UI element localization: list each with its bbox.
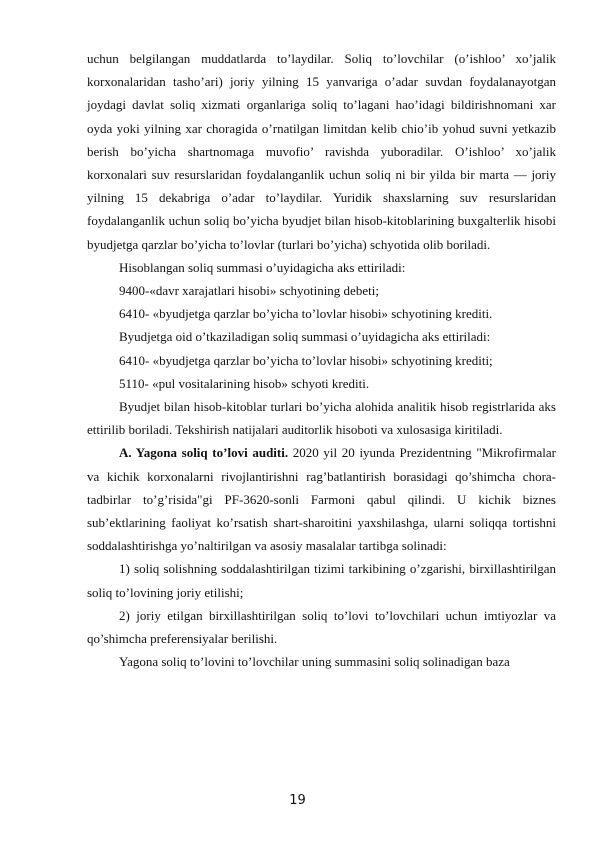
entry-5110: 5110- «pul vositalarining hisob» schyoti krediti. bbox=[119, 375, 370, 391]
paragraph-byudjetga: Byudjetga oid o’tkaziladigan soliq summasi o’uyidagicha aks ettiriladi: bbox=[119, 329, 491, 345]
section-body: 2020 yil 20 iyunda Prezidentning "Mikrofirmalar va kichik korxonalarni rivojlantirishni rag’batlantirish borasidagi qo’shimcha chora-tadbirlar to’g’risida"gi PF-3620-sonli Farmoni qabul qilindi. U kichik biznes sub’ektlarining faoliyat ko’rsatish shart-sharoitini yaxshilashga, ularni soliqqa tortishni soddalashtirishga yo’naltirilgan va asosiy masalalar tartibga solinadi: bbox=[87, 445, 556, 554]
paragraph-yagona-soliq bbox=[87, 441, 556, 557]
body-text bbox=[87, 47, 556, 673]
paragraph-byudjet-bilan: Byudjet bilan hisob-kitoblar turlari bo’yicha alohida analitik hisob registrlarida aks ettirilib boriladi. Tekshirish natijalari auditorlik hisoboti va xulosasiga kiritiladi. bbox=[87, 399, 556, 438]
entry-6410-credit-2: 6410- «byudjetga qarzlar bo’yicha to’lovlar hisobi» schyotining krediti; bbox=[119, 352, 493, 368]
paragraph-yagona-tolovchilar: Yagona soliq to’lovini to’lovchilar uning summasini soliq solinadigan baza bbox=[119, 654, 510, 670]
paragraph-continuation: uchun belgilangan muddatlarda to’laydilar. Soliq to’lovchilar (o’ishloo’ xo’jalik korxonalaridan tasho’ari) joriy yilning 15 yanvariga o’adar suvdan foydalanayotgan joydagi davlat soliq xizmati organlariga soliq to’lagani hao’idagi bildirishnomani xar oyda yoki yilning xar choragida o’rnatilgan limitdan kelib chio’ib yohud suvni yetkazib berish bo’yicha shartnomaga muvofio’ ravishda yuboradilar. O’ishloo’ xo’jalik korxonalari suv resurslaridan foydalanganlik uchun soliq ni bir yilda bir marta — joriy yilning 15 dekabriga o’adar to’laydilar. Yuridik shaxslarning suv resurslaridan foydalanganlik uchun soliq bo’yicha byudjet bilan hisob-kitoblarining buxgalterlik hisobi byudjetga qarzlar bo’yicha to’lovlar (turlari bo’yicha) schyotida olib boriladi. bbox=[87, 51, 556, 252]
list-item-1: 1) soliq solishning soddalashtirilgan tizimi tarkibining o’zgarishi, birxillashtirilgan soliq to’lovining joriy etilishi; bbox=[87, 561, 556, 600]
section-heading: A. Yagona soliq to’lovi auditi. bbox=[119, 445, 289, 461]
entry-6410-credit: 6410- «byudjetga qarzlar bo’yicha to’lovlar hisobi» schyotining krediti. bbox=[119, 306, 493, 322]
entry-9400: 9400-«davr xarajatlari hisobi» schyotining debeti; bbox=[119, 283, 379, 299]
paragraph-hisoblangan: Hisoblangan soliq summasi o’uyidagicha aks ettiriladi: bbox=[119, 259, 406, 275]
list-item-2: 2) joriy etilgan birxillashtirilgan soliq to’lovi to’lovchilari uchun imtiyozlar va qo’shimcha preferensiyalar berilishi. bbox=[87, 607, 556, 647]
page-number: 19 bbox=[289, 793, 306, 808]
